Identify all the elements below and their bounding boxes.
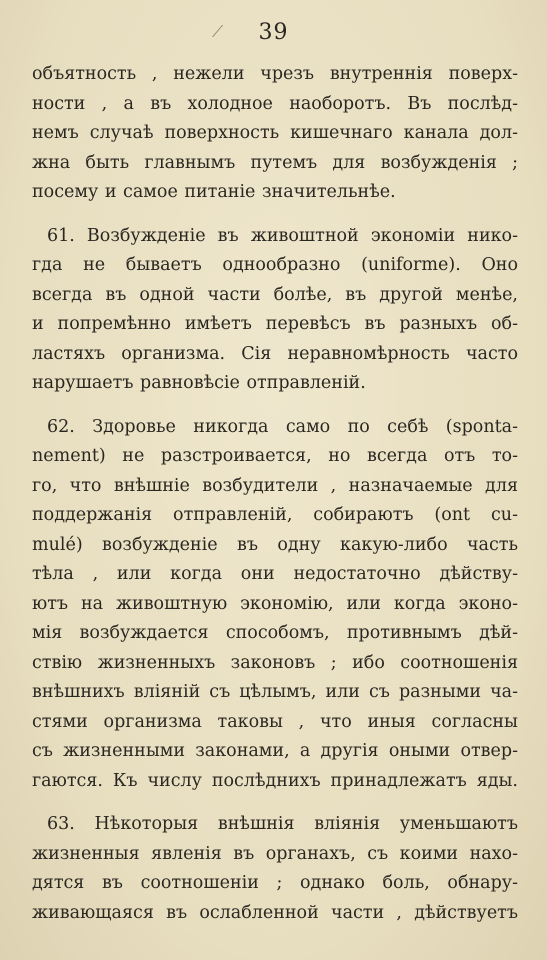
text-line: нарушаетъ равновѣсіе отправленій. — [32, 373, 366, 393]
paragraph-continuation — [32, 60, 518, 208]
text-line: стями организма таковы , что иныя согласны — [32, 711, 518, 732]
text-line: гаются. Къ числу послѣднихъ принадлежатъ яды. — [32, 770, 518, 791]
text-line: ютъ на живоштную экономію, или когда эконо- — [32, 593, 518, 614]
text-line: mulé) возбужденіе въ одну какую-либо часть — [32, 534, 518, 555]
text-line: съ жизненными законами, а другія оными отвер- — [32, 741, 518, 761]
text-line: посему и самое питаніе значительнѣе. — [32, 182, 396, 202]
text-line: 63. Нѣкоторыя внѣшнія вліянія уменьшаютъ — [47, 814, 518, 834]
paragraph-63 — [32, 810, 518, 928]
text-line: и попремѣнно имѣетъ перевѣсъ въ разныхъ об- — [32, 314, 518, 334]
text-line: гда не бываетъ однообразно (uniforme). Оно — [32, 255, 518, 275]
text-line: nement) не разстроивается, но всегда отъ то- — [32, 446, 518, 466]
text-line: живающаяся въ ослабленной части , дѣйствуетъ — [32, 902, 518, 923]
text-line: ствію жизненныхъ законовъ ; ибо соотношенія — [32, 652, 518, 673]
text-line: дятся въ соотношеніи ; однако боль, обнару- — [32, 873, 518, 893]
text-line: жна быть главнымъ путемъ для возбужденія ; — [32, 152, 518, 173]
text-line: ластяхъ организма. Сія неравномѣрность часто — [32, 343, 518, 364]
text-line: жизненныя явленія въ органахъ, съ коими нахо- — [32, 843, 518, 864]
paragraph-62 — [32, 413, 518, 797]
text-line: мія возбуждается способомъ, противнымъ дѣй- — [32, 623, 518, 643]
text-line: 62. Здоровье никогда само по себѣ (sponta- — [47, 416, 518, 437]
text-line: ности , а въ холодное наоборотъ. Въ послѣд- — [32, 93, 518, 114]
text-line: го, что внѣшніе возбудители , назначаемые для — [32, 475, 518, 496]
text-line: внѣшнихъ вліяній съ цѣлымъ, или съ разными ча- — [32, 682, 518, 702]
page-text — [32, 60, 518, 928]
page-number: 39 — [258, 20, 289, 45]
text-line: поддержанія отправленій, собираютъ (ont cu- — [32, 505, 518, 525]
paragraph-61 — [32, 222, 518, 399]
text-line: 61. Возбужденіе въ живоштной экономіи нико- — [47, 225, 518, 246]
text-line: тѣла , или когда они недостаточно дѣйству- — [32, 564, 518, 584]
text-line: немъ случаѣ поверхность кишечнаго канала дол- — [32, 123, 518, 143]
text-line: объятность , нежели чрезъ внутреннія поверх- — [32, 64, 518, 84]
text-line: всегда въ одной части болѣе, въ другой менѣе, — [32, 284, 518, 305]
page-corner-mark: ⟋ — [212, 22, 224, 41]
